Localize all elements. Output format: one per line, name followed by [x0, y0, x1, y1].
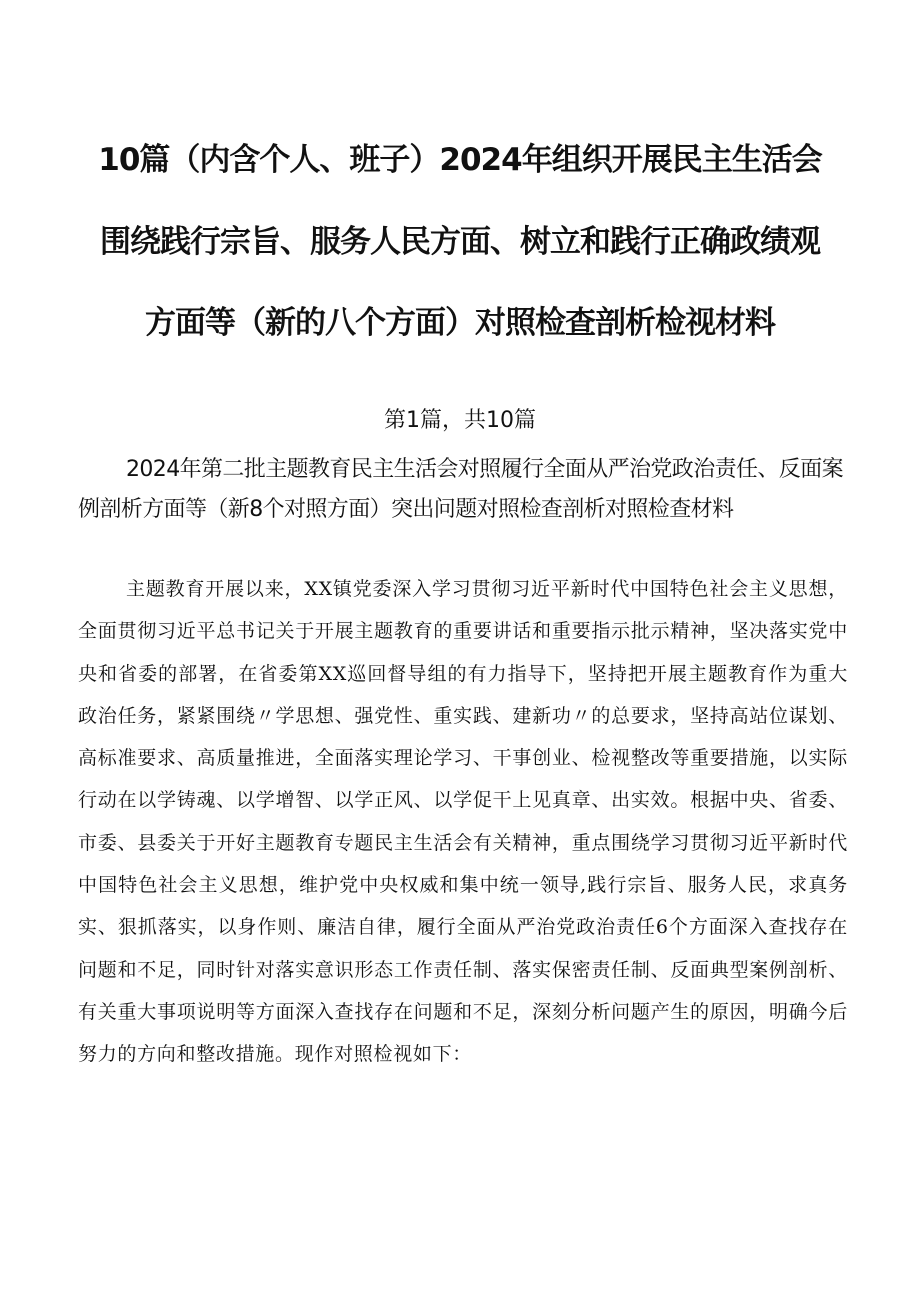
- part-heading: 第1篇，共10篇: [384, 408, 536, 433]
- main-title-line-2: 围绕践行宗旨、服务人民方面、树立和践行正确政绩观: [100, 224, 820, 260]
- article-subtitle: 2024年第二批主题教育民主生活会对照履行全面从严治党政治责任、反面案例剖析方面等（新8个对照方面）突出问题对照检查剖析对照检查材料: [78, 457, 843, 522]
- body-paragraph: 主题教育开展以来，XX镇党委深入学习贯彻习近平新时代中国特色社会主义思想，全面贯彻习近平总书记关于开展主题教育的重要讲话和重要指示批示精神，坚决落实党中央和省委的部署，在省委第XX巡回督导组的有力指导下，坚持把开展主题教育作为重大政治任务，紧紧围绕〃学思想、强党性、重实践、建新功〃的总要求，坚持高站位谋划、高标准要求、高质量推进，全面落实理论学习、干事创业、检视整改等重要措施，以实际行动在以学铸魂、以学增智、以学正风、以学促干上见真章、出实效。根据中央、省委、市委、县委关于开好主题教育专题民主生活会有关精神，重点围绕学习贯彻习近平新时代中国特色社会主义思想，维护党中央权威和集中统一领导,践行宗旨、服务人民，求真务实、狠抓落实，以身作则、廉洁自律，履行全面从严治党政治责任6个方面深入查找存在问题和不足，同时针对落实意识形态工作责任制、落实保密责任制、反面典型案例剖析、有关重大事项说明等方面深入查找存在问题和不足，深刻分析问题产生的原因，明确今后努力的方向和整改措施。现作对照检视如下：: [78, 578, 848, 1066]
- main-title-line-3: 方面等（新的八个方面）对照检查剖析检视材料: [145, 305, 775, 341]
- main-title-line-1: 10篇（内含个人、班子）2024年组织开展民主生活会: [98, 142, 822, 178]
